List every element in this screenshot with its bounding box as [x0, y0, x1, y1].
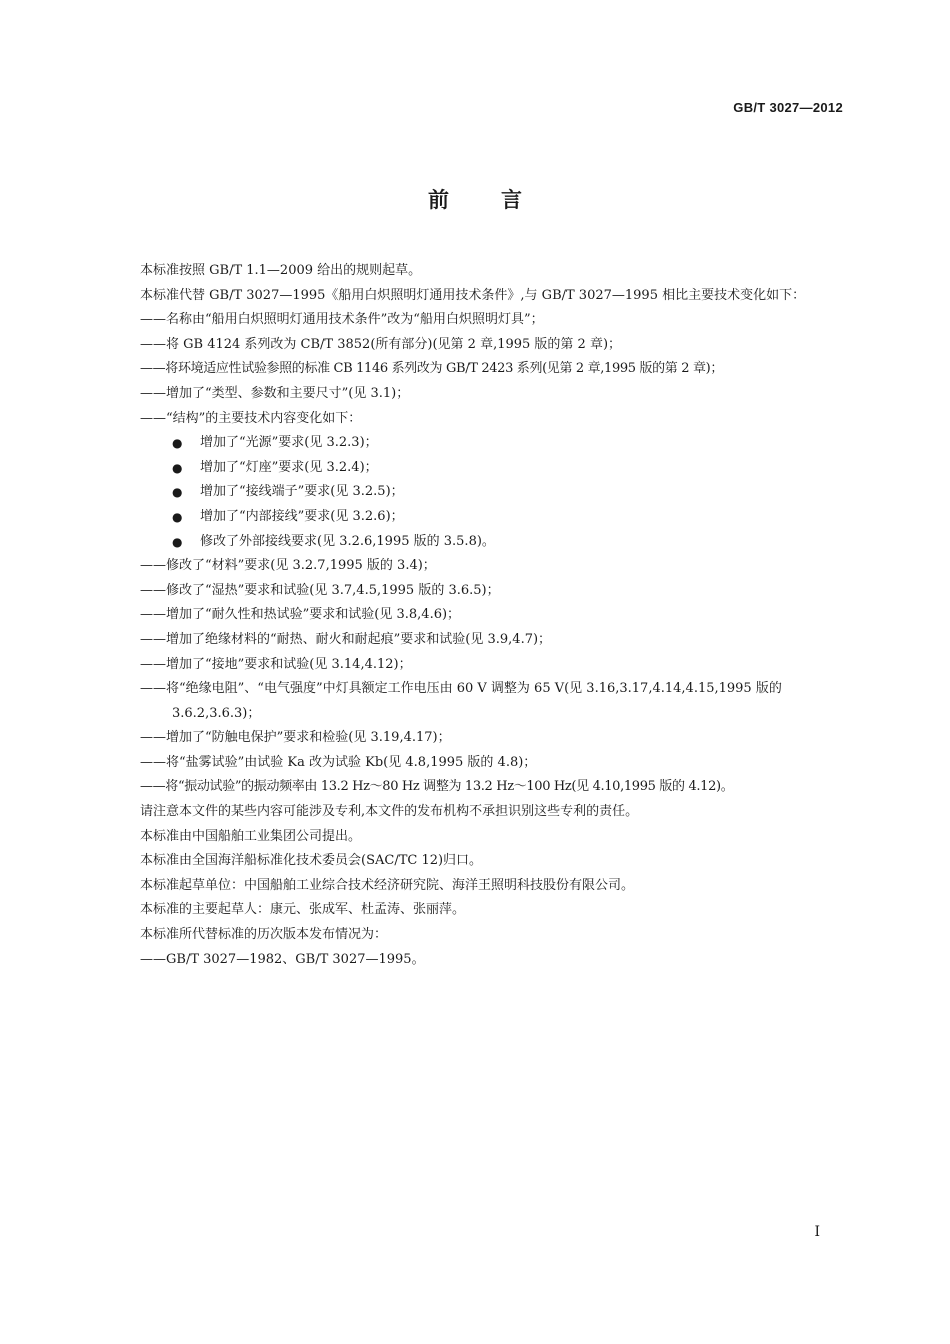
- structure-item-text: 增加了“光源”要求(见 3.2.3)；: [200, 435, 378, 451]
- bullet-icon: ●: [172, 509, 183, 524]
- change-item: ——将环境适应性试验参照的标准 CB 1146 系列改为 GB/T 2423 系列(见第 2 章,1995 版的第 2 章)；: [140, 361, 723, 377]
- change-item: ——将“绝缘电阻”、“电气强度”中灯具额定工作电压由 60 V 调整为 65 V(见 3.16,3.17,4.14,4.15,1995 版的 3.6.2,3.6.3)；: [140, 681, 782, 721]
- structure-item-text: 增加了“灯座”要求(见 3.2.4)；: [200, 459, 378, 475]
- standard-code: GB/T 3027—2012: [733, 100, 843, 115]
- bullet-icon: ●: [172, 436, 183, 451]
- change-item: ——“结构”的主要技术内容变化如下：: [140, 410, 362, 426]
- history-item: ——GB/T 3027—1982、GB/T 3027—1995。: [140, 951, 425, 967]
- page-title: 前言: [428, 188, 574, 212]
- structure-item-text: 修改了外部接线要求(见 3.2.6,1995 版的 3.5.8)。: [200, 533, 495, 549]
- structure-item: [108, 530, 848, 555]
- change-item: ——修改了“湿热”要求和试验(见 3.7,4.5,1995 版的 3.6.5)；: [140, 582, 500, 598]
- change-item: ——增加了“接地”要求和试验(见 3.14,4.12)；: [140, 656, 412, 672]
- change-item: ——增加了“防触电保护”要求和检验(见 3.19,4.17)；: [140, 730, 451, 746]
- change-item: ——将 GB 4124 系列改为 CB/T 3852(所有部分)(见第 2 章,1995 版的第 2 章)；: [140, 336, 622, 352]
- change-item: ——修改了“材料”要求(见 3.2.7,1995 版的 3.4)；: [140, 558, 436, 574]
- history-intro: 本标准所代替标准的历次版本发布情况为：: [140, 927, 388, 943]
- structure-item-text: 增加了“接线端子”要求(见 3.2.5)；: [200, 484, 404, 500]
- drafting-units: 本标准起草单位：中国船舶工业综合技术经济研究院、海洋王照明科技股份有限公司。: [140, 877, 635, 893]
- structure-item-text: 增加了“内部接线”要求(见 3.2.6)；: [200, 508, 404, 524]
- page-number: I: [814, 1224, 820, 1240]
- change-item: ——将“盐雾试验”由试验 Ka 改为试验 Kb(见 4.8,1995 版的 4.8)；: [140, 754, 537, 770]
- bullet-icon: ●: [172, 460, 183, 475]
- committee-statement: 本标准由全国海洋船标准化技术委员会(SAC/TC 12)归口。: [140, 853, 483, 869]
- paragraph-replacement: 本标准代替 GB/T 3027—1995《船用白炽照明灯通用技术条件》,与 GB/T 3027—1995 相比主要技术变化如下：: [140, 287, 806, 303]
- proposer-statement: 本标准由中国船舶工业集团公司提出。: [140, 828, 362, 844]
- paragraph-drafting-rules: 本标准按照 GB/T 1.1—2009 给出的规则起草。: [140, 263, 422, 278]
- change-item: ——增加了“类型、参数和主要尺寸”(见 3.1)；: [140, 385, 410, 401]
- structure-item: [108, 505, 848, 530]
- drafters: 本标准的主要起草人：康元、张成军、杜孟涛、张丽萍。: [140, 902, 466, 918]
- structure-item: [108, 480, 848, 505]
- change-item: ——增加了“耐久性和热试验”要求和试验(见 3.8,4.6)；: [140, 607, 461, 623]
- change-item: ——增加了绝缘材料的“耐热、耐火和耐起痕”要求和试验(见 3.9,4.7)；: [140, 631, 552, 647]
- structure-item: [108, 431, 848, 456]
- change-item: ——名称由“船用白炽照明灯通用技术条件”改为“船用白炽照明灯具”；: [140, 312, 544, 328]
- patent-notice: 请注意本文件的某些内容可能涉及专利,本文件的发布机构不承担识别这些专利的责任。: [140, 804, 639, 820]
- document-body: [108, 259, 848, 972]
- change-item: ——将“振动试验”的振动频率由 13.2 Hz～80 Hz 调整为 13.2 Hz～100 Hz(见 4.10,1995 版的 4.12)。: [140, 779, 734, 795]
- bullet-icon: ●: [172, 534, 183, 549]
- structure-item: [108, 456, 848, 481]
- bullet-icon: ●: [172, 485, 183, 500]
